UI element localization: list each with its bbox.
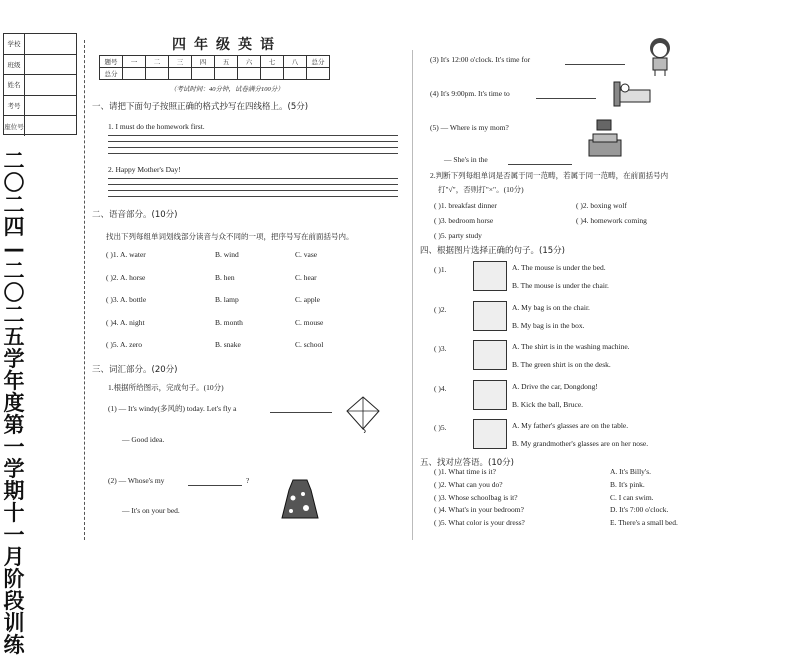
vertical-title-char: 十 (3, 501, 25, 525)
match-question[interactable]: ( )5. What color is your dress? (434, 518, 525, 528)
score-header-cell: 二 (146, 56, 169, 68)
phonics-option-c[interactable]: C. school (295, 340, 324, 349)
choice-a[interactable]: A. The mouse is under the bed. (512, 263, 606, 272)
match-question[interactable]: ( )2. What can you do? (434, 479, 503, 489)
bed-icon (612, 76, 652, 108)
living-room-icon (585, 118, 625, 160)
phonics-option-c[interactable]: C. hear (295, 272, 317, 282)
vertical-title-char: 二 (3, 259, 25, 283)
choice-b[interactable]: B. The green shirt is on the desk. (512, 360, 611, 369)
vocab-a5: — She's in the (444, 155, 488, 164)
phonics-option-c[interactable]: C. mouse (295, 317, 324, 327)
vocab-q2: (2) — Whose's my (108, 476, 165, 485)
judge-item[interactable]: ( )3. bedroom horse (434, 216, 494, 225)
vertical-title-char: 月 (3, 545, 25, 569)
vertical-title-char: 练 (3, 633, 25, 657)
vocab-blank-5[interactable] (508, 164, 572, 165)
score-header-cell: 八 (284, 56, 307, 68)
picture-4-image (473, 380, 507, 410)
choice-a[interactable]: A. My bag is on the chair. (512, 302, 590, 312)
choice-b[interactable]: B. My grandmother's glasses are on her nose. (512, 439, 649, 448)
vertical-title-char: 〇 (3, 171, 25, 195)
score-cell[interactable] (238, 68, 261, 80)
section2-instruction: 找出下列每组单词划线部分读音与众不同的一项，把序号写在前面括号内。 (106, 232, 354, 241)
vertical-title-char: 〇 (3, 281, 25, 305)
four-line-grid-2[interactable] (108, 178, 398, 197)
vertical-title-char: 一 (3, 435, 25, 459)
kite-icon (343, 395, 383, 433)
copy-sentence-1: 1. I must do the homework first. (108, 122, 205, 131)
section3-sub1: 1.根据所给图示，完成句子。(10分) (108, 383, 224, 392)
section3-sub2b: 打"√"，否则打"×"。(10分) (438, 185, 524, 194)
field-label-name: 姓名 (4, 75, 25, 95)
match-answer: E. There's a small bed. (610, 518, 678, 528)
score-header-cell: 七 (261, 56, 284, 68)
match-question[interactable]: ( )3. Whose schoolbag is it? (434, 492, 518, 502)
score-cell[interactable] (123, 68, 146, 80)
vocab-blank-3[interactable] (565, 64, 625, 65)
binding-line (84, 40, 85, 540)
vocab-a2: — It's on your bed. (122, 506, 180, 515)
vocab-q5: (5) — Where is my mom? (430, 123, 509, 132)
score-row-label: 总分 (100, 68, 123, 80)
phonics-option-a[interactable]: ( )2. A. horse (106, 272, 146, 282)
picture-question-number[interactable]: ( )3. (434, 344, 447, 353)
vertical-title-char: 阶 (3, 567, 25, 591)
section5-heading: 五、找对应答语。(10分) (420, 458, 514, 468)
vocab-q2-end: ? (246, 476, 250, 485)
picture-question-number[interactable]: ( )1. (434, 265, 447, 274)
score-cell[interactable] (307, 68, 330, 80)
student-info-box (3, 33, 77, 135)
picture-1-image (473, 261, 507, 291)
picture-question-number[interactable]: ( )2. (434, 304, 447, 314)
score-header-cell: 六 (238, 56, 261, 68)
field-label-class: 班级 (4, 55, 25, 75)
score-header-cell: 题号 (100, 56, 123, 68)
score-header-cell: 三 (169, 56, 192, 68)
vertical-title-char: 一 (3, 523, 25, 547)
judge-item[interactable]: ( )2. boxing wolf (576, 201, 627, 210)
phonics-option-a[interactable]: ( )4. A. night (106, 317, 145, 327)
vertical-title-char: 度 (3, 391, 25, 415)
vertical-title-char: 段 (3, 589, 25, 613)
match-answer: D. It's 7:00 o'clock. (610, 505, 669, 515)
choice-a[interactable]: A. My father's glasses are on the table. (512, 421, 629, 430)
match-question[interactable]: ( )1. What time is it? (434, 467, 496, 476)
choice-b[interactable]: B. Kick the ball, Bruce. (512, 399, 584, 409)
section1-heading: 一、请把下面句子按照正确的格式抄写在四线格上。(5分) (92, 102, 309, 112)
vertical-title-char: 五 (3, 325, 25, 349)
vocab-a1: — Good idea. (122, 435, 165, 444)
picture-3-image (473, 340, 507, 370)
judge-item[interactable]: ( )4. homework coming (576, 216, 647, 225)
vocab-blank-2[interactable] (188, 485, 242, 486)
vertical-title-char: — (3, 237, 25, 261)
vertical-title-char: 第 (3, 413, 25, 437)
phonics-option-b[interactable]: B. hen (215, 272, 235, 282)
score-cell[interactable] (192, 68, 215, 80)
name-field[interactable] (25, 75, 76, 95)
vertical-title-char: 年 (3, 369, 25, 393)
score-header-cell: 一 (123, 56, 146, 68)
number-field[interactable] (25, 96, 76, 116)
vocab-blank-1[interactable] (270, 412, 332, 413)
section3-heading: 三、词汇部分。(20分) (92, 365, 178, 375)
field-label-seat: 座位号 (4, 116, 25, 136)
score-cell[interactable] (146, 68, 169, 80)
choice-a[interactable]: A. Drive the car, Dongdong! (512, 381, 598, 391)
choice-b[interactable]: B. The mouse is under the chair. (512, 281, 609, 290)
score-cell[interactable] (284, 68, 307, 80)
vocab-q3: (3) It's 12:00 o'clock. It's time for (430, 55, 531, 64)
phonics-option-c[interactable]: C. vase (295, 250, 318, 259)
score-header-cell: 总分 (307, 56, 330, 68)
seat-field[interactable] (25, 116, 76, 136)
match-question[interactable]: ( )4. What's in your bedroom? (434, 505, 524, 515)
choice-a[interactable]: A. The shirt is in the washing machine. (512, 342, 630, 351)
class-field[interactable] (25, 55, 76, 75)
phonics-option-a[interactable]: ( )5. A. zero (106, 340, 143, 349)
phonics-option-b[interactable]: B. snake (215, 340, 241, 349)
picture-question-number[interactable]: ( )4. (434, 383, 447, 393)
vertical-title-char: 二 (3, 149, 25, 173)
section2-heading: 二、语音部分。(10分) (92, 210, 178, 220)
match-answer: C. I can swim. (610, 492, 654, 502)
picture-2-image (473, 301, 507, 331)
vertical-title-char: 二 (3, 303, 25, 327)
match-answer: B. It's pink. (610, 479, 645, 489)
section3-sub2: 2.判断下列每组单词是否属于同一范畴，若属于同一范畴，在前面括号内 (430, 171, 669, 180)
match-answer: A. It's Billy's. (610, 467, 652, 476)
vocab-q4: (4) It's 9:00pm. It's time to (430, 89, 510, 98)
phonics-option-b[interactable]: B. wind (215, 250, 239, 259)
school-field[interactable] (25, 34, 76, 54)
four-line-grid-1[interactable] (108, 135, 398, 154)
vertical-title-char: 四 (3, 215, 25, 239)
vertical-title-char: 学 (3, 457, 25, 481)
field-label-number: 考号 (4, 96, 25, 116)
vocab-blank-4[interactable] (536, 98, 596, 99)
phonics-option-a[interactable]: ( )1. A. water (106, 250, 146, 259)
section4-heading: 四、根据图片选择正确的句子。(15分) (420, 246, 565, 256)
score-header-cell: 五 (215, 56, 238, 68)
score-table (99, 55, 330, 80)
vertical-title-char: 学 (3, 347, 25, 371)
exam-note: （考试时间：40分钟，试卷满分100分） (170, 86, 284, 93)
judge-item[interactable]: ( )5. party study (434, 231, 482, 240)
phonics-option-b[interactable]: B. lamp (215, 295, 239, 304)
page-divider (412, 50, 413, 540)
phonics-option-c[interactable]: C. apple (295, 295, 320, 304)
copy-sentence-2: 2. Happy Mother's Day! (108, 165, 181, 174)
score-cell[interactable] (215, 68, 238, 80)
score-cell[interactable] (169, 68, 192, 80)
phonics-option-a[interactable]: ( )3. A. bottle (106, 295, 147, 304)
vertical-title-char: 期 (3, 479, 25, 503)
phonics-option-b[interactable]: B. month (215, 317, 243, 327)
score-cell[interactable] (261, 68, 284, 80)
vocab-q1: (1) — It's windy(多风的) today. Let's fly a (108, 404, 237, 413)
girl-eating-icon (645, 36, 675, 78)
picture-5-image (473, 419, 507, 449)
vertical-exam-title (0, 149, 28, 657)
choice-b[interactable]: B. My bag is in the box. (512, 320, 585, 330)
page-title: 四年级英语 (172, 37, 282, 53)
vertical-title-char: 训 (3, 611, 25, 635)
score-header-cell: 四 (192, 56, 215, 68)
field-label-school: 学校 (4, 34, 25, 54)
vertical-title-char: 二 (3, 193, 25, 217)
dress-icon (278, 478, 322, 524)
judge-item[interactable]: ( )1. breakfast dinner (434, 201, 497, 210)
picture-question-number[interactable]: ( )5. (434, 423, 447, 432)
